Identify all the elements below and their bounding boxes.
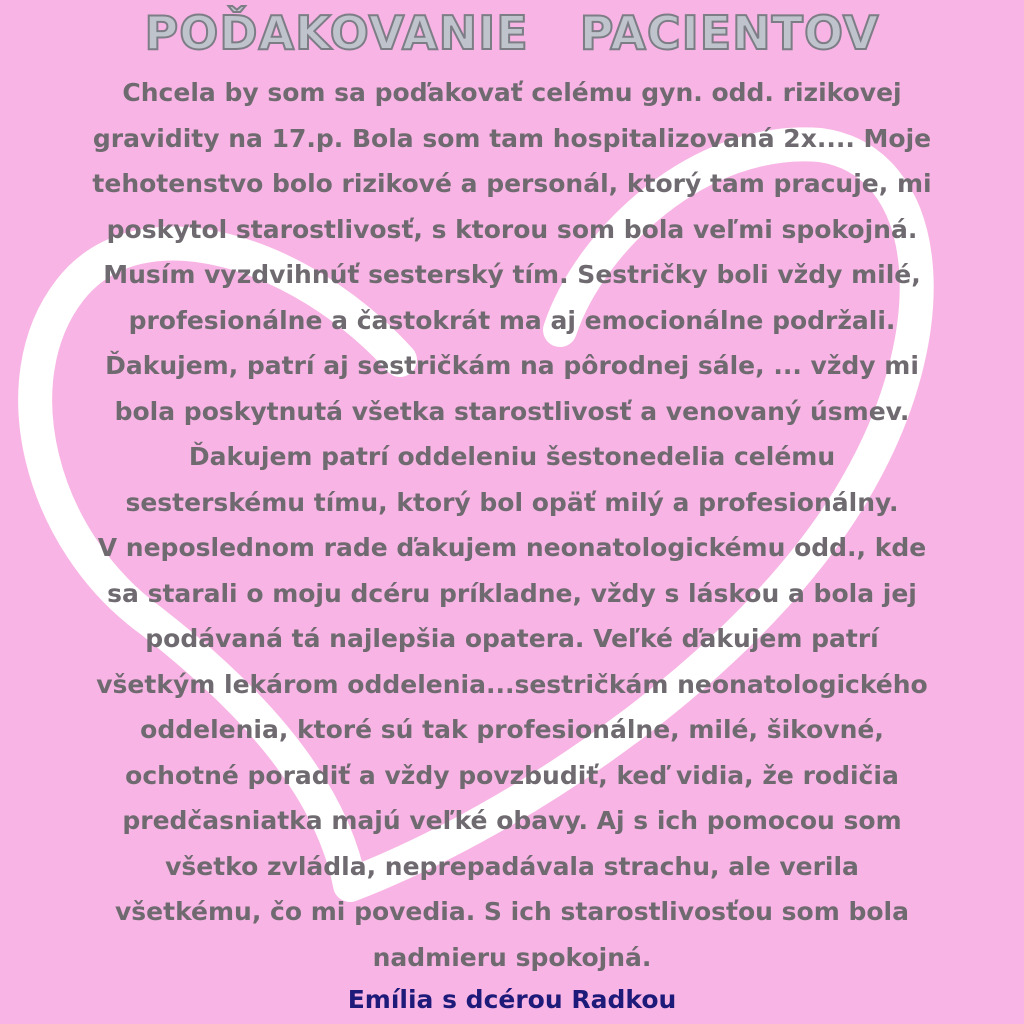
text-line: tehotenstvo bolo rizikové a personál, ktorý tam pracuje, mi [92,169,932,198]
text-line: všetko zvládla, neprepadávala strachu, ale verila [165,851,859,881]
text-line: Musím vyzdvihnúť sesterský tím. Sestričky boli vždy milé, [103,260,921,289]
text-line: oddelenia, ktoré sú tak profesionálne, milé, šikovné, [140,715,884,744]
text-line: všetkým lekárom oddelenia...sestričkám neonatologického [96,669,928,699]
text-line: bola poskytnutá všetka starostlivosť a venovaný úsmev. [114,396,910,426]
text-line: ochotné poradiť a vždy povzbudiť, keď vidia, že rodičia [125,760,899,790]
text-line: Ďakujem, patrí aj sestričkám na pôrodnej sále, ... vždy mi [105,351,919,380]
text-line: predčasniatka majú veľké obavy. Aj s ich pomocou som [122,806,902,835]
signature: Emília s dcérou Radkou [347,985,677,1014]
text-line: sesterskému tímu, ktorý bol opäť milý a profesionálny. [125,487,899,517]
testimonial-text [0,70,1024,980]
text-line: gravidity na 17.p. Bola som tam hospitalizovaná 2x.... Moje [92,123,932,153]
text-line: Ďakujem patrí oddeleniu šestonedelia celému [188,442,836,471]
text-line: profesionálne a častokrát ma aj emocionálne podržali. [128,305,896,335]
text-line: podávaná tá najlepšia opatera. Veľké ďakujem patrí [145,624,879,653]
text-line: V neposlednom rade ďakujem neonatologickému odd., kde [97,533,927,562]
text-line: Chcela by som sa poďakovať celému gyn. odd. rizikovej [122,78,902,107]
text-line: nadmieru spokojná. [372,942,652,972]
text-line: všetkému, čo mi povedia. S ich starostlivosťou som bola [115,897,909,926]
text-line: poskytol starostlivosť, s ktorou som bola veľmi spokojná. [106,214,918,244]
text-line: sa starali o moju dcéru príkladne, vždy s láskou a bola jej [107,578,917,608]
page-title: POĎAKOVANIE PACIENTOV [144,6,880,60]
